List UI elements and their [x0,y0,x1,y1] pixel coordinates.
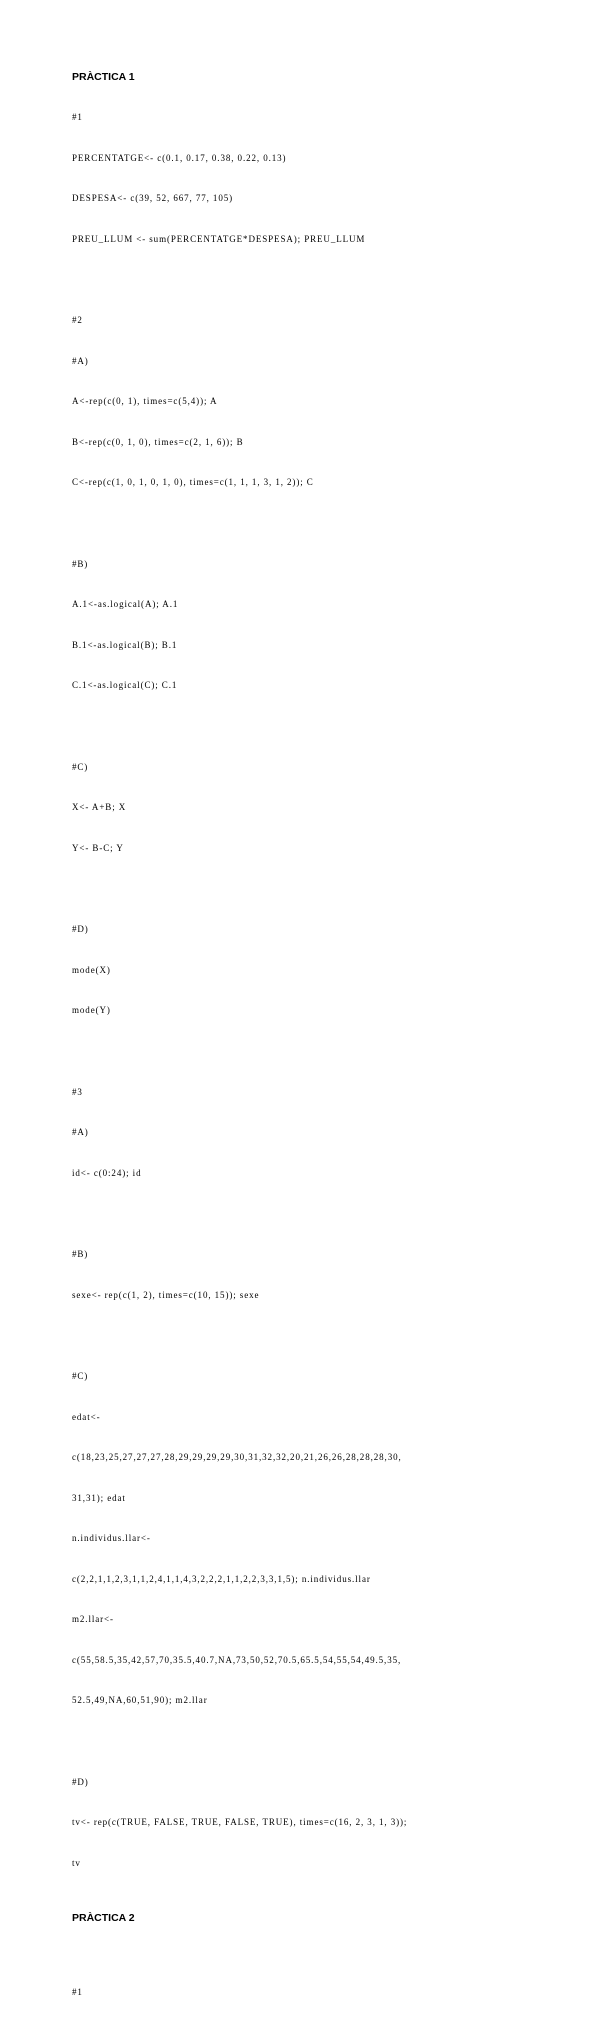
code-line: #2 [72,315,83,325]
code-line: B.1<-as.logical(B); B.1 [72,639,178,650]
code-block-exercise-2d [72,896,552,1045]
code-line: PREU_LLUM <- sum(PERCENTATGE*DESPESA); PREU_LLUM [72,233,366,244]
code-line: sexe<- rep(c(1, 2), times=c(10, 15)); sexe [72,1289,260,1300]
code-block-exercise-3c [72,1343,552,1735]
code-block-exercise-2c [72,734,552,883]
code-block-exercise-3a [72,1059,552,1208]
code-line: #3 [72,1086,83,1097]
code-line: edat<- [72,1411,101,1422]
code-line: m2.llar<- [72,1614,114,1624]
code-line: id<- c(0:24); id [72,1167,142,1178]
code-line: PERCENTATGE<- c(0.1, 0.17, 0.38, 0.22, 0.13) [72,152,287,163]
document-page [72,70,552,2027]
code-line: c(2,2,1,1,2,3,1,1,2,4,1,1,4,3,2,2,2,1,1,2,2,3,3,1,5); n.individus.llar [72,1573,371,1584]
code-line: #B) [72,1249,89,1259]
code-line: C<-rep(c(1, 0, 1, 0, 1, 0), times=c(1, 1, 1, 3, 1, 2)); C [72,477,314,487]
code-line: #C) [72,1371,89,1381]
code-line: #D) [72,1776,89,1787]
code-line: #D) [72,924,89,934]
code-line: #A) [72,1127,89,1137]
code-line: c(55,58.5,35,42,57,70,35.5,40.7,NA,73,50,52,70.5,65.5,54,55,54,49.5,35, [72,1654,402,1665]
code-line: #B) [72,558,89,569]
code-block-exercise-3d [72,1749,552,1898]
code-line: 52.5,49,NA,60,51,90); m2.llar [72,1695,208,1705]
code-line: A<-rep(c(0, 1), times=c(5,4)); A [72,396,218,406]
code-line: c(18,23,25,27,27,27,28,29,29,29,29,30,31,32,32,20,21,26,26,28,28,28,30, [72,1452,402,1462]
code-line: tv<- rep(c(TRUE, FALSE, TRUE, FALSE, TRUE), times=c(16, 2, 3, 1, 3)); [72,1817,408,1827]
code-block-exercise-2b [72,531,552,720]
code-block-exercise-3b [72,1221,552,1329]
code-block-exercise-2a [72,287,552,517]
code-line: X<- A+B; X [72,802,127,812]
code-line: #1 [72,1987,83,1997]
code-line: #C) [72,761,89,772]
code-block-practica-2-exercise-1 [72,1959,552,2027]
section-heading-practica-1: PRÀCTICA 1 [72,71,135,83]
code-line: Y<- B-C; Y [72,842,124,853]
code-line: mode(Y) [72,1005,111,1015]
code-line: DESPESA<- c(39, 52, 667, 77, 105) [72,193,234,203]
code-line: B<-rep(c(0, 1, 0), times=c(2, 1, 6)); B [72,436,244,447]
code-line: A.1<-as.logical(A); A.1 [72,599,179,609]
code-line: #1 [72,112,83,122]
code-line: #A) [72,355,89,366]
code-line: 31,31); edat [72,1492,126,1503]
code-line: C.1<-as.logical(C); C.1 [72,680,178,690]
code-line: n.individus.llar<- [72,1533,151,1543]
code-block-exercise-1 [72,84,552,273]
code-line: mode(X) [72,964,111,975]
section-heading-practica-2: PRÀCTICA 2 [72,1912,135,1924]
code-line: tv [72,1857,81,1868]
